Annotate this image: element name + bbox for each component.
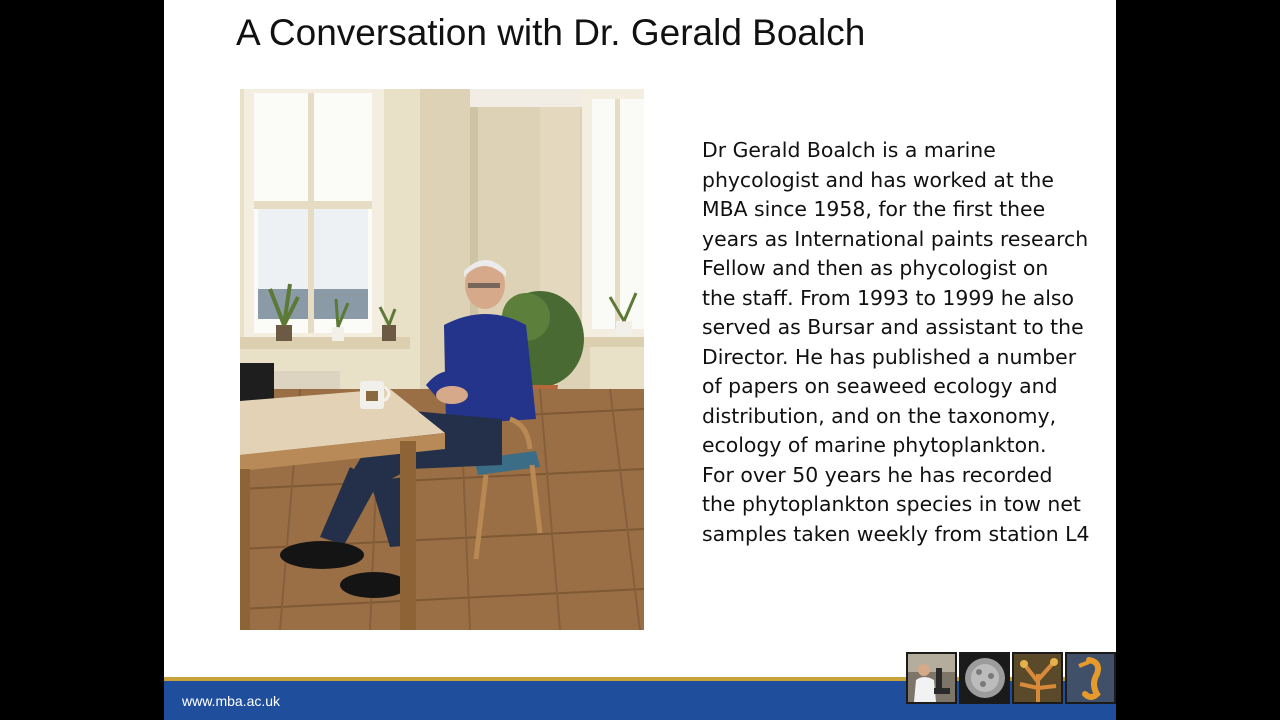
scientist-microscope-thumbnail <box>906 652 957 704</box>
seahorse-thumbnail <box>1065 652 1116 704</box>
coral-thumbnail <box>1012 652 1063 704</box>
diatom-microscopy-thumbnail <box>959 652 1010 704</box>
footer-url[interactable]: www.mba.ac.uk <box>182 693 281 709</box>
footer-thumbnails <box>906 652 1116 704</box>
slide <box>164 0 1116 720</box>
slide-title: A Conversation with Dr. Gerald Boalch <box>236 12 866 53</box>
portrait-photo <box>240 89 644 630</box>
biography-text: Dr Gerald Boalch is a marine phycologist and has worked at the MBA since 1958, for the first thee years as International paints research Fellow and then as phycologist on the staff. From 1993 to 1999 he also served as Bursar and assistant to the Director. He has published a number of papers on seaweed ecology and distribution, and on the taxonomy, ecology of marine phytoplankton. For over 50 years he has recorded the phytoplankton species in tow net samples taken weekly from station L4 <box>702 138 1090 546</box>
